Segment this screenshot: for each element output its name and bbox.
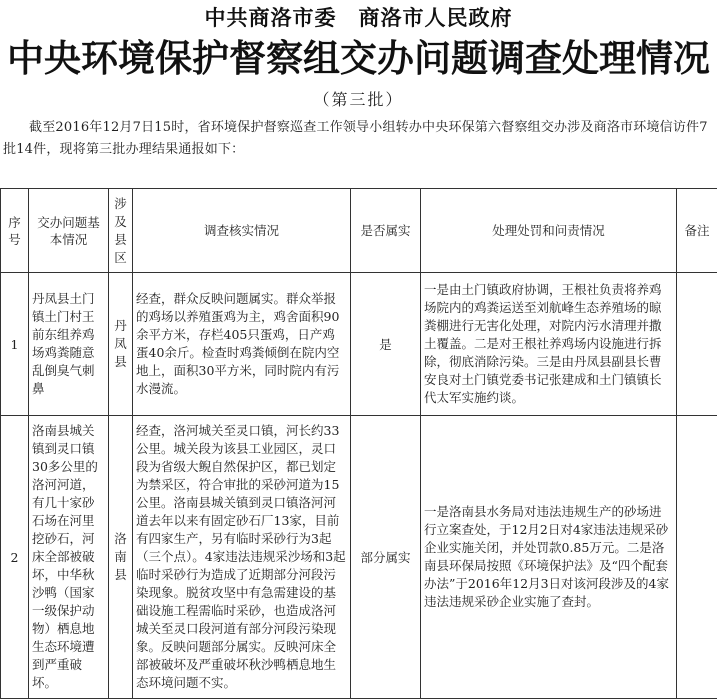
- cell-remarks: [677, 273, 717, 416]
- cell-findings: 经查，洛河城关至灵口镇，河长约33公里。城关段为该县工业园区，灵口段为省级大鲵自然保护区，都已划定为禁采区，符合审批的采砂河道为15公里。洛南县城关镇到灵口镇洛河河道去年以来有固定砂石厂13家，目前有四家生产，另有临时采砂行为3起（三个点）。4家违法违规采沙场和3起临时采砂行为造成了近期部分河段污染现象。脱贫攻坚中有急需建设的基础设施工程需临时采砂，也造成洛河城关至灵口段河道有部分河段污染现象。反映问题部分属实。反映河床全部被破坏及严重破坏秋沙鸭栖息地生态环境问题不实。: [133, 416, 351, 699]
- cell-issue: 洛南县城关镇到灵口镇30多公里的洛河河道，有几十家砂石场在河里挖砂石，河床全部被破坏，中华秋沙鸭（国家一级保护动物）栖息地生态环境遭到严重破坏。: [29, 416, 109, 699]
- header-verified: 是否属实: [351, 189, 421, 273]
- cell-handling: 一是由土门镇政府协调，王根社负责将养鸡场院内的鸡粪运送至刘航峰生态养殖场的晾粪棚进行无害化处理，对院内污水清理并撒土覆盖。二是对王根社养鸡场内设施进行拆除，彻底消除污染。三是由丹凤县副县长曹安良对土门镇党委书记张建成和土门镇镇长代太军实施约谈。: [421, 273, 677, 416]
- publisher-party-committee: 中共商洛市委: [205, 6, 337, 30]
- cell-remarks: [677, 416, 717, 699]
- table-header-row: [1, 189, 717, 273]
- report-table: [0, 188, 717, 699]
- cell-verified: 部分属实: [351, 416, 421, 699]
- cell-county: [109, 273, 133, 416]
- publisher-government: 商洛市人民政府: [359, 6, 513, 30]
- cell-county-label: 丹凤县: [114, 317, 128, 371]
- header-handling: 处理处罚和问责情况: [421, 189, 677, 273]
- table-row: [1, 416, 717, 699]
- page-title: 中央环境保护督察组交办问题调查处理情况: [0, 36, 717, 82]
- header-county-label: 涉及县区: [114, 195, 128, 267]
- header-remarks: 备注: [677, 189, 717, 273]
- table-row: [1, 273, 717, 416]
- batch-label: （第三批）: [0, 87, 717, 110]
- cell-issue: 丹凤县土门镇土门村王前东组养鸡场鸡粪随意乱倒臭气刺鼻: [29, 273, 109, 416]
- cell-county: [109, 416, 133, 699]
- header-findings: 调查核实情况: [133, 189, 351, 273]
- header-seq: 序号: [1, 189, 29, 273]
- header-county: [109, 189, 133, 273]
- cell-seq: 1: [1, 273, 29, 416]
- cell-seq: 2: [1, 416, 29, 699]
- cell-handling: 一是洛南县水务局对违法违规生产的砂场进行立案查处，于12月2日对4家违法违规采砂企业实施关闭，并处罚款0.85万元。二是洛南县环保局按照《环境保护法》及“四个配套办法”于2016年12月3日对该河段涉及的4家违法违规采砂企业实施了查封。: [421, 416, 677, 699]
- cell-findings: 经查，群众反映问题属实。群众举报的鸡场以养殖蛋鸡为主，鸡舍面积90余平方米，存栏405只蛋鸡，日产鸡蛋40余斤。检查时鸡粪倾倒在院内空地上，面积30平方米，同时院内有污水漫流。: [133, 273, 351, 416]
- cell-county-label: 洛南县: [114, 530, 128, 584]
- header-issue: 交办问题基本情况: [29, 189, 109, 273]
- intro-paragraph: 截至2016年12月7日15时，省环境保护督察巡查工作领导小组转办中央环保第六督察组交办涉及商洛市环境信访件7批14件，现将第三批办理结果通报如下：: [3, 117, 715, 161]
- publisher-line: [0, 2, 717, 32]
- cell-verified: 是: [351, 273, 421, 416]
